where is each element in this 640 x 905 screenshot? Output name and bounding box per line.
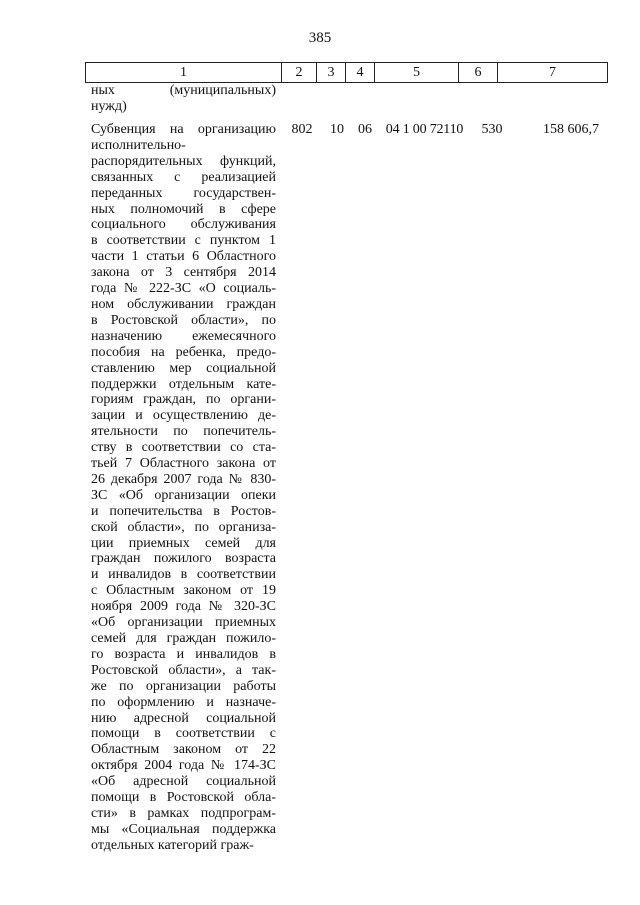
column-header-5: 5 [375, 63, 459, 83]
target-article-code: 04 1 00 72110 [385, 122, 464, 137]
description-line: отдельных категорий граж- [91, 837, 254, 853]
description-line: и инвалидов в соответствии [91, 567, 276, 583]
description-line: ЗС «Об организации опеки [91, 487, 276, 503]
description-line: ятельности по попечитель- [91, 424, 276, 440]
subsection-code: 06 [358, 122, 372, 137]
column-header-7: 7 [498, 63, 608, 83]
description-line: Ростовской области», а так- [91, 662, 276, 678]
description-line: в Ростовской области», по [91, 312, 276, 328]
description-line: «Об организации приемных [91, 615, 276, 631]
description-line: граждан пожилого возраста [91, 551, 276, 567]
description-line: по оформлению и назначе- [91, 694, 276, 710]
description-line: зации и осуществлению де- [91, 408, 276, 424]
description-line: поддержки отдельным кате- [91, 376, 276, 392]
description-line: переданных государствен- [91, 185, 276, 201]
description-line: с Областным законом от 19 [91, 583, 276, 599]
description-line: сти» в рамках подпрограм- [91, 805, 276, 821]
description-line: Областным законом от 22 [91, 742, 276, 758]
column-header-1: 1 [86, 63, 282, 83]
column-header-3: 3 [317, 63, 346, 83]
description-line: тьей 7 Областного закона от [91, 456, 276, 472]
description-line: гориям граждан, по органи- [91, 392, 276, 408]
description-line: ской области», по организа- [91, 519, 276, 535]
description-line: же по организации работы [91, 678, 276, 694]
description-line: года № 222-ЗС «О социаль- [91, 281, 276, 297]
description-line: ству в соответствии со ста- [91, 440, 276, 456]
description-line: связанных с реализацией [91, 169, 276, 185]
section-code: 10 [330, 122, 344, 137]
description-line: части 1 статьи 6 Областного [91, 249, 276, 265]
expense-kind-code: 530 [481, 122, 503, 137]
description-line: ноября 2009 года № 320-ЗС [91, 599, 276, 615]
row-description [91, 122, 276, 854]
description-line: исполнительно- [91, 137, 186, 153]
description-line: семей для граждан пожило- [91, 631, 276, 646]
description-line: «Об адресной социальной [91, 774, 276, 790]
description-line: назначению ежемесячного [91, 328, 276, 344]
description-line: нию адресной социальной [91, 710, 276, 726]
description-line: пособия на ребенка, предо- [91, 344, 276, 360]
description-line: ции приемных семей для [91, 535, 276, 551]
description-line: в соответствии с пунктом 1 [91, 233, 276, 249]
description-line: Субвенция на организацию [91, 122, 276, 137]
description-line: ставлению мер социальной [91, 360, 276, 376]
description-line: го возраста и инвалидов в [91, 646, 276, 662]
description-line: и попечительства в Ростов- [91, 503, 276, 519]
description-line: мы «Социальная поддержка [91, 821, 276, 837]
description-line: ном обслуживании граждан [91, 296, 276, 312]
amount-value: 158 606,7 [543, 122, 599, 137]
column-header-4: 4 [346, 63, 375, 83]
continued-description [91, 83, 276, 115]
column-header-6: 6 [459, 63, 498, 83]
description-line: закона от 3 сентября 2014 [91, 265, 276, 281]
description-line: ных полномочий в сфере [91, 201, 276, 217]
description-line: 26 декабря 2007 года № 830- [91, 471, 276, 487]
description-line: распорядительных функций, [91, 153, 276, 169]
column-header-row [85, 62, 608, 83]
continued-line: ных (муниципальных) [91, 83, 276, 98]
description-line: помощи в соответствии с [91, 726, 276, 742]
page-number: 385 [308, 30, 332, 46]
column-header-2: 2 [282, 63, 317, 83]
admin-code: 802 [291, 122, 313, 137]
description-line: октября 2004 года № 174-ЗС [91, 758, 276, 774]
description-line: помощи в Ростовской обла- [91, 790, 276, 806]
description-line: социального обслуживания [91, 217, 276, 233]
continued-line: нужд) [91, 98, 127, 114]
